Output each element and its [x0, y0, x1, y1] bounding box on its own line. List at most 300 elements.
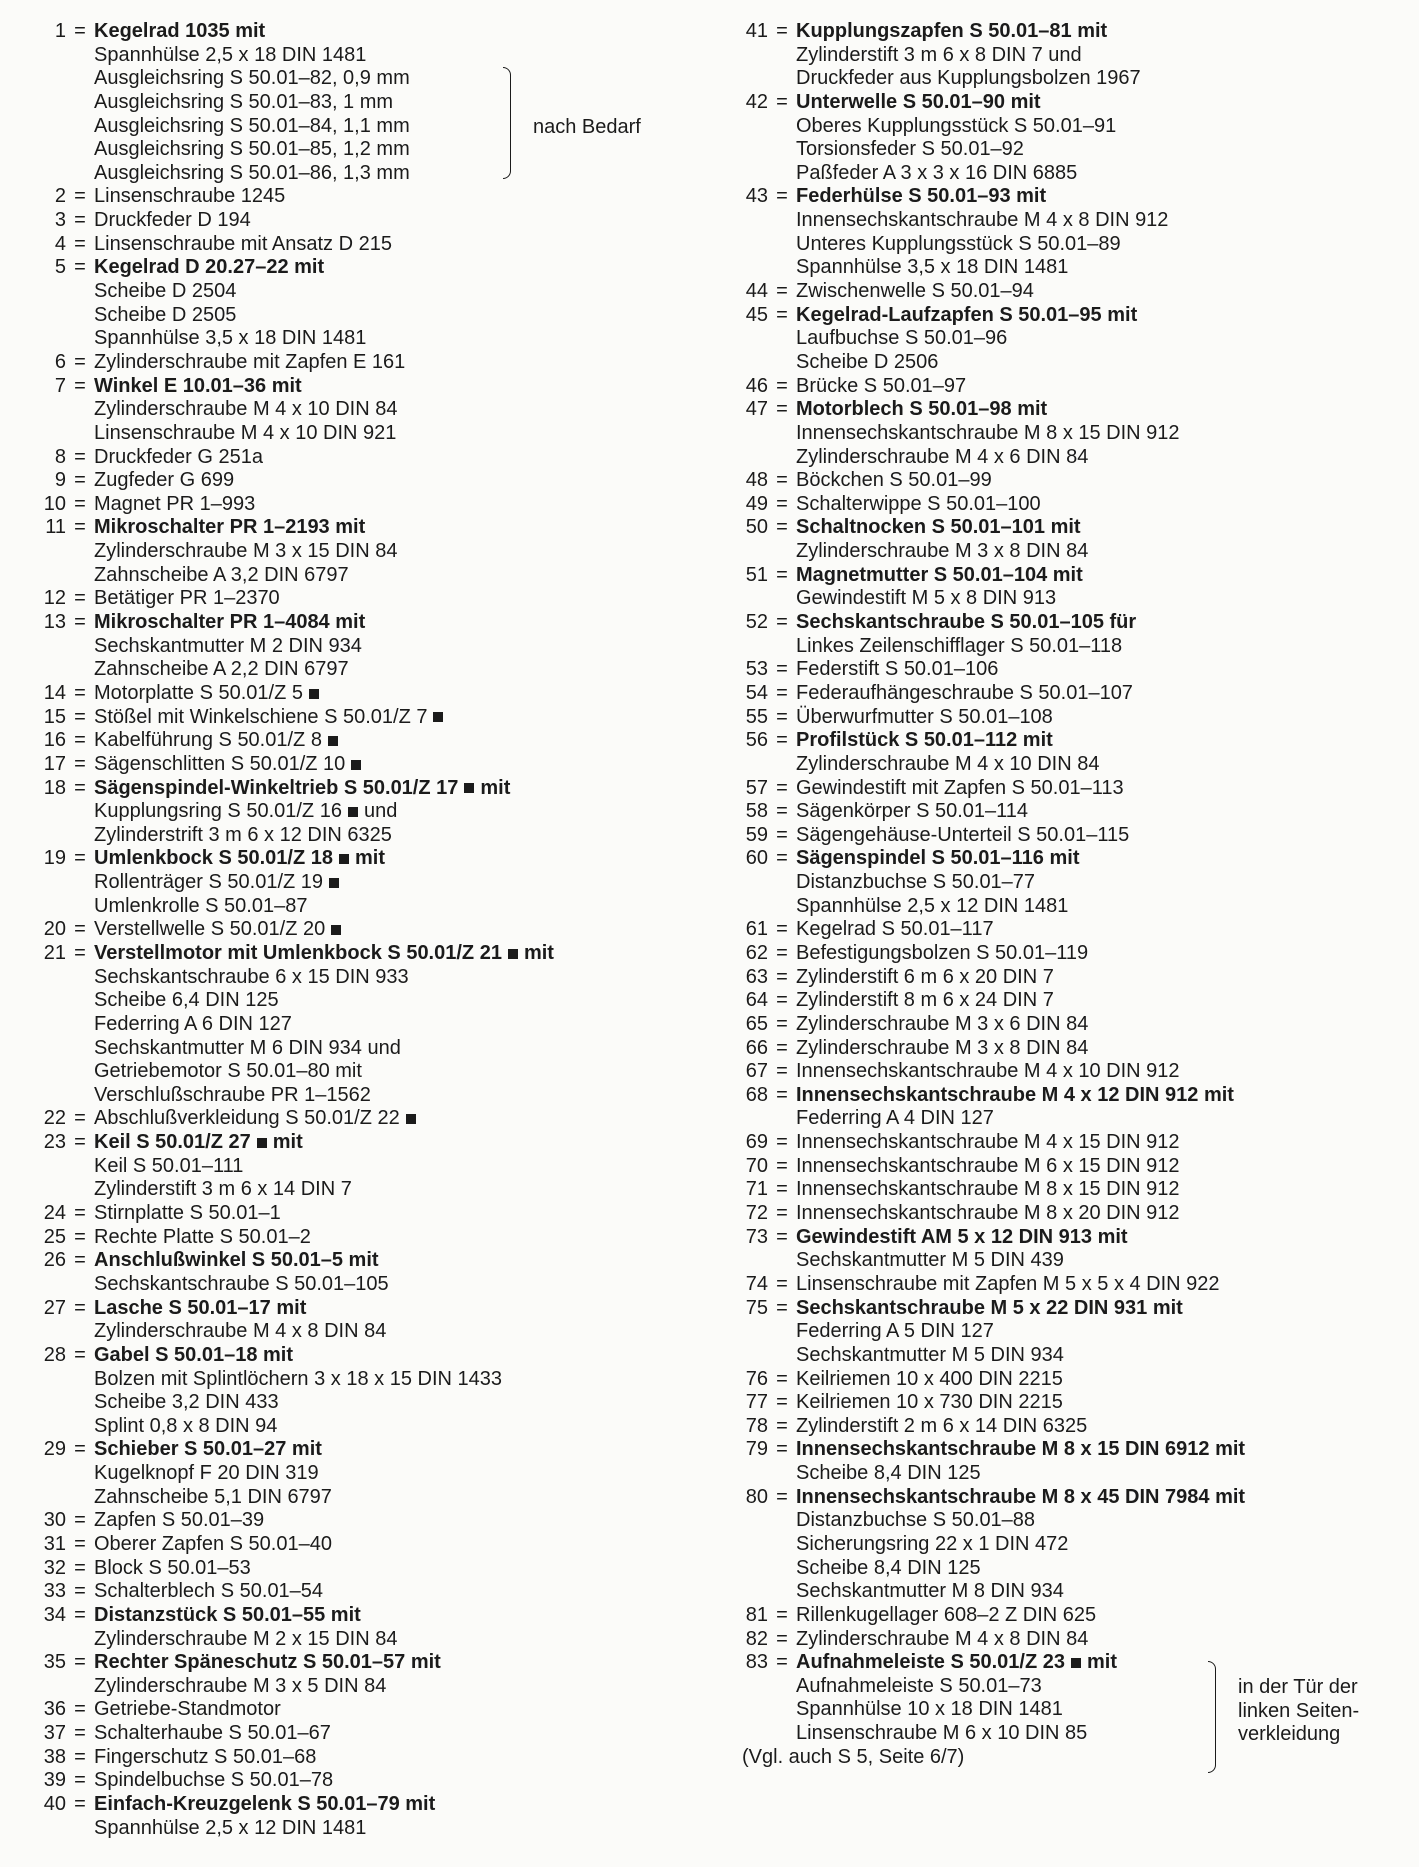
part-entry	[40, 1131, 700, 1155]
equals-sign: =	[74, 587, 86, 610]
part-number: 21	[43, 941, 66, 964]
part-subentry	[40, 280, 700, 304]
part-description: Aufnahmeleiste S 50.01–73	[796, 1674, 1042, 1697]
part-number: 20	[43, 918, 66, 941]
part-description: Innensechskantschraube M 4 x 12 DIN 912 mit	[796, 1083, 1234, 1106]
part-description: Linsenschraube M 4 x 10 DIN 921	[94, 421, 397, 444]
part-description: Zylinderstift 2 m 6 x 14 DIN 6325	[796, 1414, 1088, 1437]
equals-sign: =	[74, 1769, 86, 1792]
part-number: 50	[745, 516, 768, 539]
part-entry	[742, 1226, 1402, 1250]
part-description: Überwurfmutter S 50.01–108	[796, 705, 1053, 728]
part-description: Sechskantmutter M 6 DIN 934 und	[94, 1036, 401, 1059]
equals-sign: =	[776, 1012, 788, 1035]
part-entry	[40, 1438, 700, 1462]
equals-sign: =	[74, 918, 86, 941]
part-description: Sechskantschraube M 5 x 22 DIN 931 mit	[796, 1296, 1183, 1319]
left-bracket-note: nach Bedarf	[533, 116, 641, 138]
black-square-marker	[309, 689, 319, 699]
part-number: 52	[745, 611, 768, 634]
black-square-marker	[348, 807, 358, 817]
right-bracket	[1208, 1661, 1216, 1773]
part-entry	[742, 1368, 1402, 1392]
part-subentry	[40, 1675, 700, 1699]
part-description: Spannhülse 3,5 x 18 DIN 1481	[796, 256, 1069, 279]
part-subentry	[742, 1533, 1402, 1557]
part-description: Magnet PR 1–993	[94, 492, 256, 515]
black-square-marker	[1071, 1658, 1081, 1668]
equals-sign: =	[776, 681, 788, 704]
part-entry	[40, 20, 700, 44]
part-description: Spannhülse 10 x 18 DIN 1481	[796, 1698, 1063, 1721]
part-entry	[40, 1769, 700, 1793]
part-number: 34	[43, 1603, 66, 1626]
part-description-suffix: und	[363, 800, 398, 823]
part-number: 16	[43, 729, 66, 752]
part-description: Ausgleichsring S 50.01–84, 1,1 mm	[94, 114, 410, 137]
part-number: 54	[745, 681, 768, 704]
part-number: 81	[745, 1603, 768, 1626]
right-bracket-note	[1238, 1676, 1359, 1747]
part-description: Zylinderschraube M 2 x 15 DIN 84	[94, 1627, 398, 1650]
part-description: Scheibe D 2505	[94, 303, 237, 326]
part-subentry	[742, 1580, 1402, 1604]
part-description: Scheibe 3,2 DIN 433	[94, 1391, 279, 1414]
equals-sign: =	[776, 1272, 788, 1295]
part-subentry	[742, 1509, 1402, 1533]
part-description: Sechskantschraube S 50.01–105	[94, 1272, 389, 1295]
part-entry	[40, 1698, 700, 1722]
part-number: 65	[745, 1012, 768, 1035]
part-description: Mikroschalter PR 1–2193 mit	[94, 516, 366, 539]
part-entry	[742, 1013, 1402, 1037]
part-subentry	[40, 658, 700, 682]
part-number: 3	[54, 209, 66, 232]
part-number: 15	[43, 705, 66, 728]
part-number: 32	[43, 1556, 66, 1579]
part-description: Zylinderschraube M 3 x 8 DIN 84	[796, 1036, 1089, 1059]
part-description: Magnetmutter S 50.01–104 mit	[796, 563, 1083, 586]
part-entry	[742, 682, 1402, 706]
equals-sign: =	[74, 445, 86, 468]
part-entry	[742, 1486, 1402, 1510]
part-subentry	[742, 895, 1402, 919]
part-entry	[40, 1557, 700, 1581]
equals-sign: =	[74, 20, 86, 42]
equals-sign: =	[776, 1651, 788, 1674]
part-description: Bolzen mit Splintlöchern 3 x 18 x 15 DIN 1433	[94, 1367, 502, 1390]
part-subentry	[742, 1557, 1402, 1581]
equals-sign: =	[74, 776, 86, 799]
part-number: 13	[43, 611, 66, 634]
part-description: Sägengehäuse-Unterteil S 50.01–115	[796, 823, 1130, 846]
part-entry	[742, 1604, 1402, 1628]
part-description: Keil S 50.01–111	[94, 1154, 244, 1177]
equals-sign: =	[776, 611, 788, 634]
part-number: 56	[745, 729, 768, 752]
equals-sign: =	[776, 729, 788, 752]
part-description: Gabel S 50.01–18 mit	[94, 1343, 294, 1366]
part-number: 4	[54, 232, 66, 255]
part-description: Motorblech S 50.01–98 mit	[796, 398, 1048, 421]
part-description: Zylinderschraube M 3 x 15 DIN 84	[94, 540, 398, 563]
equals-sign: =	[776, 280, 788, 303]
part-entry	[40, 611, 700, 635]
part-description: Druckfeder D 194	[94, 209, 251, 232]
part-subentry	[742, 540, 1402, 564]
part-description: Stößel mit Winkelschiene S 50.01/Z 7	[94, 705, 428, 728]
part-description: Schalterwippe S 50.01–100	[796, 492, 1041, 515]
equals-sign: =	[776, 989, 788, 1012]
part-description: Federaufhängeschraube S 50.01–107	[796, 681, 1133, 704]
part-subentry	[40, 1178, 700, 1202]
part-entry	[742, 91, 1402, 115]
part-description: Brücke S 50.01–97	[796, 374, 967, 397]
part-number: 78	[745, 1414, 768, 1437]
part-number: 80	[745, 1485, 768, 1508]
part-entry	[742, 375, 1402, 399]
part-description: Ausgleichsring S 50.01–83, 1 mm	[94, 90, 394, 113]
part-number: 69	[745, 1131, 768, 1154]
equals-sign: =	[776, 1131, 788, 1154]
part-subentry	[742, 422, 1402, 446]
part-description: Laufbuchse S 50.01–96	[796, 327, 1008, 350]
part-subentry	[40, 1817, 700, 1841]
part-number: 68	[745, 1083, 768, 1106]
equals-sign: =	[74, 469, 86, 492]
equals-sign: =	[776, 1438, 788, 1461]
part-entry	[742, 1438, 1402, 1462]
equals-sign: =	[776, 1414, 788, 1437]
equals-sign: =	[74, 705, 86, 728]
part-description: Oberes Kupplungsstück S 50.01–91	[796, 114, 1117, 137]
equals-sign: =	[776, 1202, 788, 1225]
part-entry	[742, 280, 1402, 304]
part-number: 64	[745, 989, 768, 1012]
equals-sign: =	[776, 847, 788, 870]
part-entry	[40, 351, 700, 375]
part-number: 29	[43, 1438, 66, 1461]
equals-sign: =	[74, 681, 86, 704]
part-number: 28	[43, 1343, 66, 1366]
part-subentry	[742, 67, 1402, 91]
part-number: 53	[745, 658, 768, 681]
equals-sign: =	[776, 303, 788, 326]
left-bracket	[503, 67, 511, 179]
part-subentry	[742, 351, 1402, 375]
part-description: Verstellwelle S 50.01/Z 20	[94, 918, 326, 941]
part-description: Getriebemotor S 50.01–80 mit	[94, 1060, 362, 1083]
black-square-marker	[257, 1138, 267, 1148]
equals-sign: =	[74, 729, 86, 752]
part-number: 77	[745, 1391, 768, 1414]
part-description: Schaltnocken S 50.01–101 mit	[796, 516, 1081, 539]
black-square-marker	[339, 854, 349, 864]
part-entry	[742, 1628, 1402, 1652]
part-subentry	[40, 1628, 700, 1652]
part-description: Linsenschraube M 6 x 10 DIN 85	[796, 1722, 1088, 1745]
black-square-marker	[508, 949, 518, 959]
part-description: Zugfeder G 699	[94, 469, 235, 492]
part-description: Zylinderstift 8 m 6 x 24 DIN 7	[796, 989, 1054, 1012]
parts-list-right-column	[742, 20, 1402, 1769]
part-description: Zylinderschraube M 4 x 8 DIN 84	[796, 1627, 1089, 1650]
part-description: Block S 50.01–53	[94, 1556, 251, 1579]
part-description: Sechskantschraube S 50.01–105 für	[796, 611, 1137, 634]
equals-sign: =	[776, 1178, 788, 1201]
equals-sign: =	[74, 1651, 86, 1674]
part-description: Gewindestift AM 5 x 12 DIN 913 mit	[796, 1225, 1128, 1248]
part-description: Zahnscheibe A 3,2 DIN 6797	[94, 563, 349, 586]
equals-sign: =	[776, 1603, 788, 1626]
part-description: Sägenkörper S 50.01–114	[796, 800, 1029, 823]
part-subentry	[40, 1368, 700, 1392]
equals-sign: =	[74, 941, 86, 964]
part-description: Sägenspindel S 50.01–116 mit	[796, 847, 1080, 870]
equals-sign: =	[776, 658, 788, 681]
part-description: Keilriemen 10 x 730 DIN 2215	[796, 1391, 1063, 1414]
equals-sign: =	[74, 209, 86, 232]
part-entry	[742, 1651, 1402, 1675]
part-description: Winkel E 10.01–36 mit	[94, 374, 302, 397]
right-bracket-note-line-3: verkleidung	[1238, 1723, 1341, 1746]
part-entry	[40, 729, 700, 753]
part-entry	[40, 209, 700, 233]
part-description: Scheibe 8,4 DIN 125	[796, 1556, 981, 1579]
part-subentry	[40, 138, 700, 162]
part-description: Sechskantmutter M 5 DIN 439	[796, 1249, 1064, 1272]
part-description: Zylinderschraube M 4 x 10 DIN 84	[796, 752, 1100, 775]
equals-sign: =	[776, 398, 788, 421]
part-number: 62	[745, 941, 768, 964]
part-number: 31	[43, 1533, 66, 1555]
part-entry	[742, 1297, 1402, 1321]
part-description: Stirnplatte S 50.01–1	[94, 1202, 281, 1225]
equals-sign: =	[74, 350, 86, 373]
part-entry	[40, 185, 700, 209]
part-number: 24	[43, 1202, 66, 1225]
part-number: 7	[54, 374, 66, 397]
part-description: Unterwelle S 50.01–90 mit	[796, 90, 1041, 113]
black-square-marker	[464, 783, 474, 793]
part-description: Federhülse S 50.01–93 mit	[796, 185, 1047, 208]
part-description: Scheibe 8,4 DIN 125	[796, 1462, 981, 1485]
part-description: Spannhülse 2,5 x 18 DIN 1481	[94, 43, 367, 66]
equals-sign: =	[74, 1438, 86, 1461]
part-description: Sechskantmutter M 2 DIN 934	[94, 634, 362, 657]
equals-sign: =	[74, 611, 86, 634]
part-entry	[742, 1202, 1402, 1226]
part-description: Rechter Späneschutz S 50.01–57 mit	[94, 1651, 441, 1674]
part-description: Zylinderschraube M 4 x 10 DIN 84	[94, 398, 398, 421]
part-description: Zylinderschraube M 3 x 5 DIN 84	[94, 1674, 387, 1697]
part-description: Innensechskantschraube M 4 x 15 DIN 912	[796, 1131, 1180, 1154]
part-subentry	[40, 1391, 700, 1415]
part-number: 43	[745, 185, 768, 208]
part-subentry	[40, 1320, 700, 1344]
part-entry	[40, 375, 700, 399]
part-description: Anschlußwinkel S 50.01–5 mit	[94, 1249, 379, 1272]
part-number: 71	[745, 1178, 768, 1201]
part-subentry	[40, 1060, 700, 1084]
part-description-suffix: mit	[272, 1131, 303, 1154]
part-subentry	[40, 989, 700, 1013]
part-subentry	[742, 753, 1402, 777]
part-description: Federring A 5 DIN 127	[796, 1320, 994, 1343]
part-number: 38	[43, 1745, 66, 1768]
part-description: Distanzstück S 50.01–55 mit	[94, 1603, 361, 1626]
part-description: Linsenschraube mit Ansatz D 215	[94, 232, 392, 255]
part-description: Distanzbuchse S 50.01–88	[796, 1509, 1036, 1532]
part-entry	[40, 469, 700, 493]
equals-sign: =	[776, 1296, 788, 1319]
part-number: 22	[43, 1107, 66, 1130]
part-subentry	[742, 44, 1402, 68]
part-entry	[742, 918, 1402, 942]
part-entry	[742, 1037, 1402, 1061]
part-entry	[742, 20, 1402, 44]
part-entry	[40, 1344, 700, 1368]
part-subentry	[40, 1486, 700, 1510]
part-description: Profilstück S 50.01–112 mit	[796, 729, 1053, 752]
part-subentry	[742, 635, 1402, 659]
part-description: Befestigungsbolzen S 50.01–119	[796, 941, 1089, 964]
part-entry	[742, 1155, 1402, 1179]
part-subentry	[40, 1084, 700, 1108]
equals-sign: =	[776, 1627, 788, 1650]
equals-sign: =	[776, 1367, 788, 1390]
part-subentry	[40, 327, 700, 351]
equals-sign: =	[74, 185, 86, 208]
part-description: Distanzbuchse S 50.01–77	[796, 871, 1036, 894]
equals-sign: =	[74, 232, 86, 255]
part-description: Druckfeder aus Kupplungsbolzen 1967	[796, 67, 1141, 90]
part-description: Keilriemen 10 x 400 DIN 2215	[796, 1367, 1063, 1390]
part-entry	[742, 1415, 1402, 1439]
equals-sign: =	[74, 1745, 86, 1768]
part-number: 12	[43, 587, 66, 610]
part-entry	[40, 918, 700, 942]
black-square-marker	[433, 712, 443, 722]
part-entry	[40, 233, 700, 257]
equals-sign: =	[74, 256, 86, 279]
part-subentry	[40, 966, 700, 990]
part-entry	[742, 564, 1402, 588]
part-entry	[742, 706, 1402, 730]
equals-sign: =	[74, 1698, 86, 1721]
part-subentry	[742, 1107, 1402, 1131]
equals-sign: =	[776, 20, 788, 42]
part-description: Ausgleichsring S 50.01–85, 1,2 mm	[94, 138, 410, 161]
part-entry	[40, 493, 700, 517]
part-subentry	[40, 895, 700, 919]
part-subentry	[40, 1462, 700, 1486]
equals-sign: =	[74, 1343, 86, 1366]
part-number: 27	[43, 1296, 66, 1319]
part-subentry	[40, 871, 700, 895]
part-entry	[742, 777, 1402, 801]
part-description: Zylinderschraube M 4 x 8 DIN 84	[94, 1320, 387, 1343]
part-description: Kugelknopf F 20 DIN 319	[94, 1462, 319, 1485]
part-entry	[742, 1178, 1402, 1202]
part-number: 14	[43, 681, 66, 704]
part-number: 17	[43, 752, 66, 775]
part-subentry	[40, 1273, 700, 1297]
part-description: Schieber S 50.01–27 mit	[94, 1438, 322, 1461]
part-entry	[742, 658, 1402, 682]
part-description: Zylinderschraube M 4 x 6 DIN 84	[796, 445, 1089, 468]
part-description: Spannhülse 3,5 x 18 DIN 1481	[94, 327, 367, 350]
part-number: 19	[43, 847, 66, 870]
part-description: Kupplungsring S 50.01/Z 16	[94, 800, 342, 823]
equals-sign: =	[74, 516, 86, 539]
part-number: 67	[745, 1060, 768, 1083]
part-description-suffix: mit	[480, 776, 511, 799]
part-number: 59	[745, 823, 768, 846]
part-subentry	[40, 1155, 700, 1179]
part-description: Oberer Zapfen S 50.01–40	[94, 1533, 332, 1555]
part-description: Sechskantschraube 6 x 15 DIN 933	[94, 965, 409, 988]
equals-sign: =	[776, 1083, 788, 1106]
part-number: 5	[54, 256, 66, 279]
equals-sign: =	[74, 1131, 86, 1154]
part-description: Umlenkrolle S 50.01–87	[94, 894, 308, 917]
part-entry	[40, 256, 700, 280]
part-number: 60	[745, 847, 768, 870]
part-description-suffix: mit	[355, 847, 386, 870]
part-subentry	[742, 1320, 1402, 1344]
part-entry	[40, 777, 700, 801]
part-description: Rechte Platte S 50.01–2	[94, 1225, 311, 1248]
black-square-marker	[329, 878, 339, 888]
part-entry	[40, 1533, 700, 1557]
part-description: Innensechskantschraube M 8 x 15 DIN 912	[796, 421, 1180, 444]
part-description: Spindelbuchse S 50.01–78	[94, 1769, 334, 1792]
equals-sign: =	[776, 185, 788, 208]
equals-sign: =	[74, 1556, 86, 1579]
part-description: Federring A 6 DIN 127	[94, 1012, 292, 1035]
black-square-marker	[328, 736, 338, 746]
part-description: Gewindestift mit Zapfen S 50.01–113	[796, 776, 1124, 799]
part-description: Zahnscheibe A 2,2 DIN 6797	[94, 658, 349, 681]
part-number: 8	[54, 445, 66, 468]
part-number: 61	[745, 918, 768, 941]
part-number: 30	[43, 1509, 66, 1532]
part-number: 45	[745, 303, 768, 326]
equals-sign: =	[776, 941, 788, 964]
part-entry	[40, 1793, 700, 1817]
equals-sign: =	[776, 1391, 788, 1414]
parts-list-left-column	[40, 20, 700, 1840]
part-subentry	[40, 422, 700, 446]
part-description: Innensechskantschraube M 4 x 10 DIN 912	[796, 1060, 1180, 1083]
equals-sign: =	[74, 1202, 86, 1225]
equals-sign: =	[776, 1036, 788, 1059]
part-number: 18	[43, 776, 66, 799]
black-square-marker	[406, 1114, 416, 1124]
part-entry	[40, 1226, 700, 1250]
equals-sign: =	[74, 1225, 86, 1248]
part-description: Spannhülse 2,5 x 12 DIN 1481	[94, 1816, 367, 1839]
right-bracket-note-line-2: linken Seiten-	[1238, 1699, 1360, 1722]
part-description: Sägenspindel-Winkeltrieb S 50.01/Z 17	[94, 776, 459, 799]
part-entry	[40, 446, 700, 470]
part-number: 72	[745, 1202, 768, 1225]
part-entry	[742, 398, 1402, 422]
part-entry	[742, 516, 1402, 540]
equals-sign: =	[74, 1603, 86, 1626]
part-subentry	[40, 91, 700, 115]
